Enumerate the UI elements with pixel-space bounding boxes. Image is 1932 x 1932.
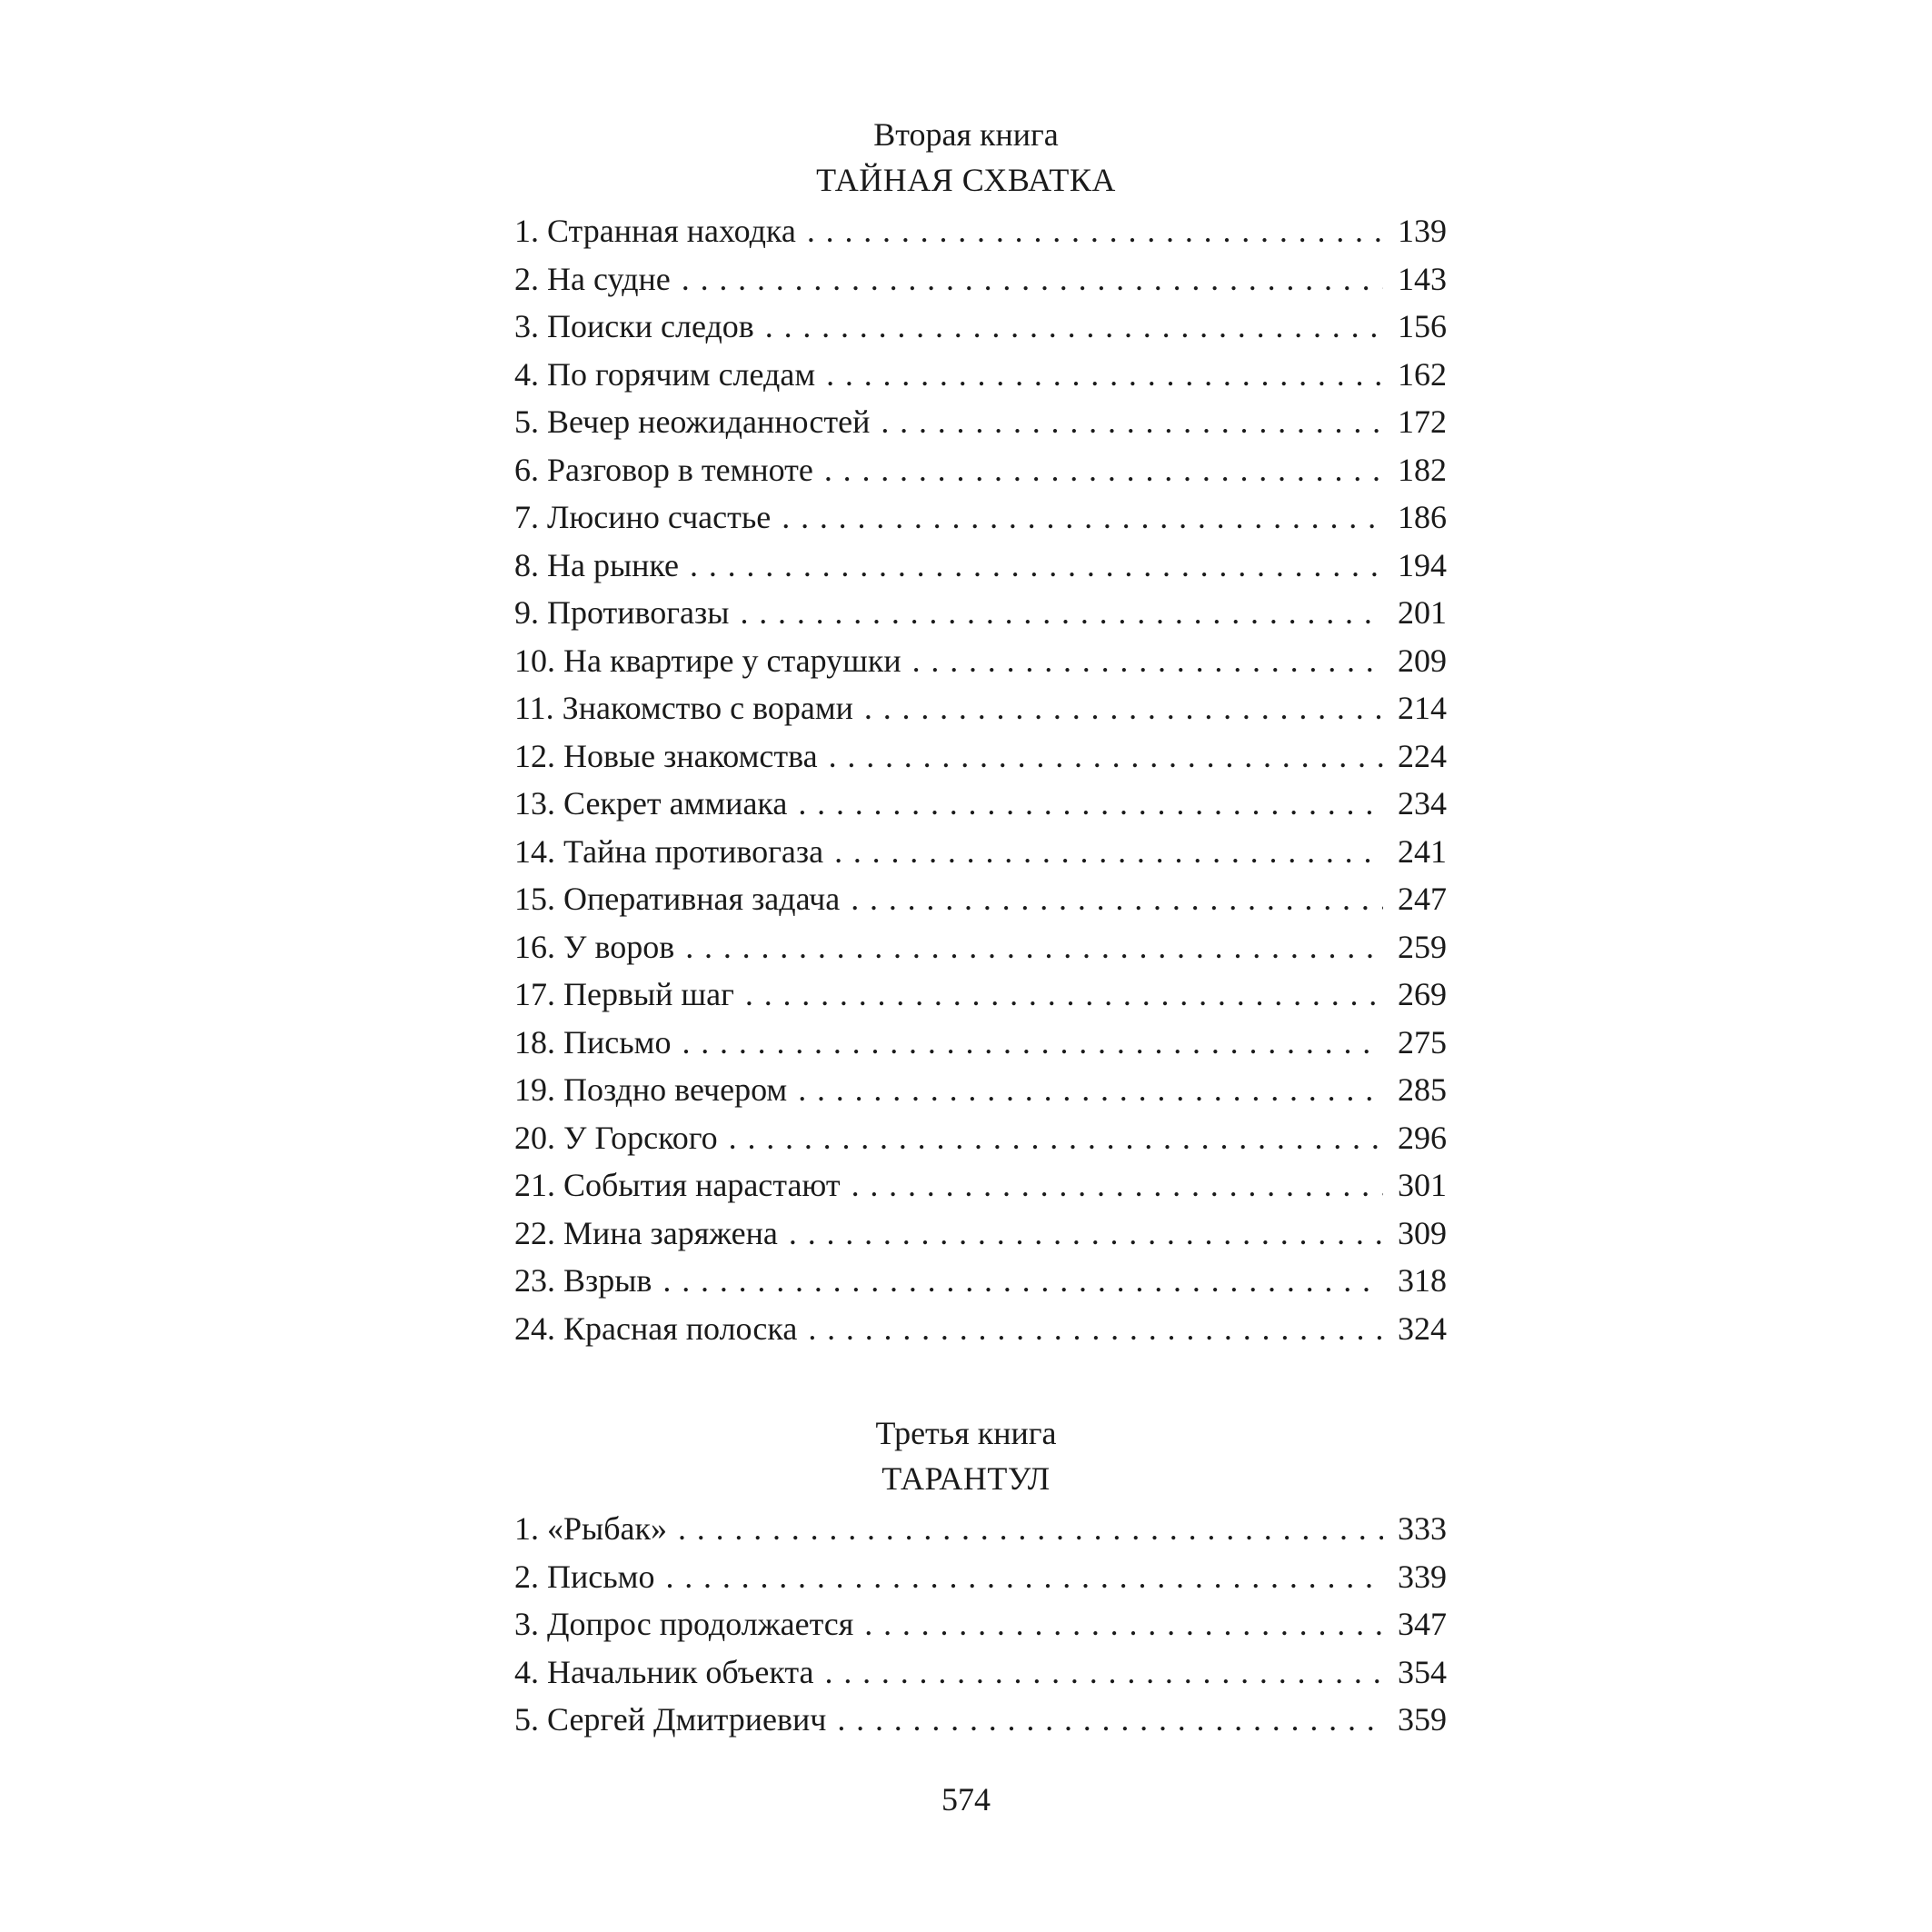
toc-entry-title: 17. Первый шаг xyxy=(514,976,734,1012)
toc-entry[interactable] xyxy=(514,1161,1447,1210)
toc-entry[interactable] xyxy=(514,255,1447,304)
toc-entry-title: 1. Странная находка xyxy=(514,213,796,249)
toc-entry-title: 7. Люсино счастье xyxy=(514,499,772,535)
toc-entry[interactable] xyxy=(514,1114,1447,1162)
toc-entry-page: 309 xyxy=(1398,1214,1447,1251)
dot-leader xyxy=(729,1114,1383,1162)
toc-entry[interactable] xyxy=(514,828,1447,876)
toc-entry-title: 2. На судне xyxy=(514,260,671,297)
toc-entry[interactable] xyxy=(514,398,1447,446)
toc-entry[interactable] xyxy=(514,1257,1447,1305)
toc-entry[interactable] xyxy=(514,1600,1447,1648)
book2-toc xyxy=(514,207,1447,1352)
toc-entry-title: 9. Противогазы xyxy=(514,594,730,631)
dot-leader xyxy=(740,589,1383,637)
dot-leader xyxy=(824,446,1383,494)
toc-entry-title: 8. На рынке xyxy=(514,546,680,583)
toc-entry-title: 22. Мина заряжена xyxy=(514,1214,778,1251)
toc-entry[interactable] xyxy=(514,1066,1447,1114)
toc-entry[interactable] xyxy=(514,542,1447,590)
toc-entry-page: 201 xyxy=(1398,594,1447,631)
dot-leader xyxy=(881,398,1383,446)
toc-entry[interactable] xyxy=(514,303,1447,351)
dot-leader xyxy=(745,971,1383,1019)
dot-leader xyxy=(798,780,1383,828)
dot-leader xyxy=(912,637,1383,685)
dot-leader xyxy=(682,255,1383,304)
toc-entry[interactable] xyxy=(514,1305,1447,1353)
dot-leader xyxy=(807,207,1383,255)
toc-entry-page: 269 xyxy=(1398,976,1447,1012)
toc-entry-page: 359 xyxy=(1398,1701,1447,1738)
toc-entry-page: 162 xyxy=(1398,355,1447,393)
toc-entry-title: 10. На квартире у старушки xyxy=(514,642,901,679)
toc-entry[interactable] xyxy=(514,1553,1447,1601)
book3-toc xyxy=(514,1505,1447,1744)
dot-leader xyxy=(864,684,1383,732)
toc-entry-title: 3. Допрос продолжается xyxy=(514,1606,854,1642)
toc-entry-title: 3. Поиски следов xyxy=(514,308,754,344)
toc-entry-page: 234 xyxy=(1398,785,1447,822)
dot-leader xyxy=(798,1066,1383,1114)
toc-entry[interactable] xyxy=(514,637,1447,685)
toc-entry-title: 19. Поздно вечером xyxy=(514,1071,788,1108)
dot-leader xyxy=(826,351,1383,399)
page-number: 574 xyxy=(941,1781,991,1817)
dot-leader xyxy=(851,1161,1383,1210)
dot-leader xyxy=(678,1505,1383,1553)
dot-leader xyxy=(665,1553,1383,1601)
toc-entry-page: 156 xyxy=(1398,308,1447,344)
toc-entry[interactable] xyxy=(514,684,1447,732)
toc-entry-page: 194 xyxy=(1398,546,1447,583)
toc-entry-page: 318 xyxy=(1398,1262,1447,1299)
toc-entry-page: 301 xyxy=(1398,1167,1447,1203)
toc-entry-page: 224 xyxy=(1398,737,1447,774)
toc-entry-page: 172 xyxy=(1398,403,1447,440)
toc-entry-page: 324 xyxy=(1398,1310,1447,1347)
toc-entry[interactable] xyxy=(514,446,1447,494)
toc-entry-title: 23. Взрыв xyxy=(514,1262,652,1299)
toc-entry[interactable] xyxy=(514,1696,1447,1744)
toc-entry-page: 186 xyxy=(1398,499,1447,535)
toc-entry-page: 241 xyxy=(1398,832,1447,870)
dot-leader xyxy=(662,1257,1383,1305)
dot-leader xyxy=(782,493,1383,542)
toc-entry-page: 347 xyxy=(1398,1606,1447,1642)
dot-leader xyxy=(837,1696,1383,1744)
toc-entry-page: 333 xyxy=(1398,1510,1447,1547)
toc-entry-page: 339 xyxy=(1398,1558,1447,1595)
toc-entry[interactable] xyxy=(514,780,1447,828)
toc-entry-title: 2. Письмо xyxy=(514,1558,655,1595)
toc-entry-title: 6. Разговор в темноте xyxy=(514,451,813,488)
toc-entry-title: 18. Письмо xyxy=(514,1023,672,1061)
toc-entry-title: 15. Оперативная задача xyxy=(514,881,841,917)
toc-entry-page: 139 xyxy=(1398,213,1447,249)
dot-leader xyxy=(685,923,1383,971)
dot-leader xyxy=(825,1648,1383,1697)
toc-entry-title: 13. Секрет аммиака xyxy=(514,785,788,822)
toc-entry-title: 16. У воров xyxy=(514,928,675,965)
dot-leader xyxy=(829,732,1383,781)
toc-entry[interactable] xyxy=(514,971,1447,1019)
dot-leader xyxy=(690,542,1383,590)
toc-entry-page: 209 xyxy=(1398,642,1447,679)
dot-leader xyxy=(789,1210,1383,1258)
toc-entry-title: 24. Красная полоска xyxy=(514,1310,798,1347)
book3-title: ТАРАНТУЛ xyxy=(881,1460,1051,1497)
toc-entry-title: 1. «Рыбак» xyxy=(514,1510,667,1547)
toc-entry-page: 296 xyxy=(1398,1119,1447,1156)
toc-entry[interactable] xyxy=(514,493,1447,542)
toc-entry-page: 182 xyxy=(1398,451,1447,488)
book3-label: Третья книга xyxy=(875,1415,1057,1451)
dot-leader xyxy=(851,875,1383,923)
toc-entry[interactable] xyxy=(514,1648,1447,1697)
toc-entry[interactable] xyxy=(514,589,1447,637)
toc-entry-title: 5. Сергей Дмитриевич xyxy=(514,1701,827,1738)
toc-entry-page: 285 xyxy=(1398,1071,1447,1108)
toc-entry-page: 259 xyxy=(1398,928,1447,965)
toc-entry-page: 214 xyxy=(1398,690,1447,726)
dot-leader xyxy=(808,1305,1383,1353)
book3-heading xyxy=(0,1410,1932,1501)
dot-leader xyxy=(834,828,1383,876)
toc-entry[interactable] xyxy=(514,207,1447,255)
toc-entry-title: 4. Начальник объекта xyxy=(514,1653,814,1690)
toc-entry-page: 354 xyxy=(1398,1653,1447,1690)
dot-leader xyxy=(765,303,1383,351)
toc-entry-title: 4. По горячим следам xyxy=(514,355,816,393)
toc-entry-page: 247 xyxy=(1398,881,1447,917)
toc-entry[interactable] xyxy=(514,732,1447,781)
toc-entry-page: 143 xyxy=(1398,260,1447,297)
toc-entry-page: 275 xyxy=(1398,1023,1447,1061)
toc-entry-title: 11. Знакомство с ворами xyxy=(514,690,853,726)
dot-leader xyxy=(682,1019,1383,1067)
toc-entry[interactable] xyxy=(514,351,1447,399)
toc-entry[interactable] xyxy=(514,1210,1447,1258)
toc-entry[interactable] xyxy=(514,923,1447,971)
toc-entry-title: 21. События нарастают xyxy=(514,1167,841,1203)
toc-entry-title: 5. Вечер неожиданностей xyxy=(514,403,871,440)
toc-entry[interactable] xyxy=(514,1505,1447,1553)
book2-title: ТАЙНАЯ СХВАТКА xyxy=(816,162,1116,198)
toc-entry[interactable] xyxy=(514,875,1447,923)
toc-entry-title: 12. Новые знакомства xyxy=(514,737,818,774)
dot-leader xyxy=(864,1600,1383,1648)
toc-entry-title: 20. У Горского xyxy=(514,1119,718,1156)
toc-entry-title: 14. Тайна противогаза xyxy=(514,832,824,870)
toc-entry[interactable] xyxy=(514,1019,1447,1067)
book2-heading xyxy=(0,112,1932,203)
book2-label: Вторая книга xyxy=(873,116,1059,153)
